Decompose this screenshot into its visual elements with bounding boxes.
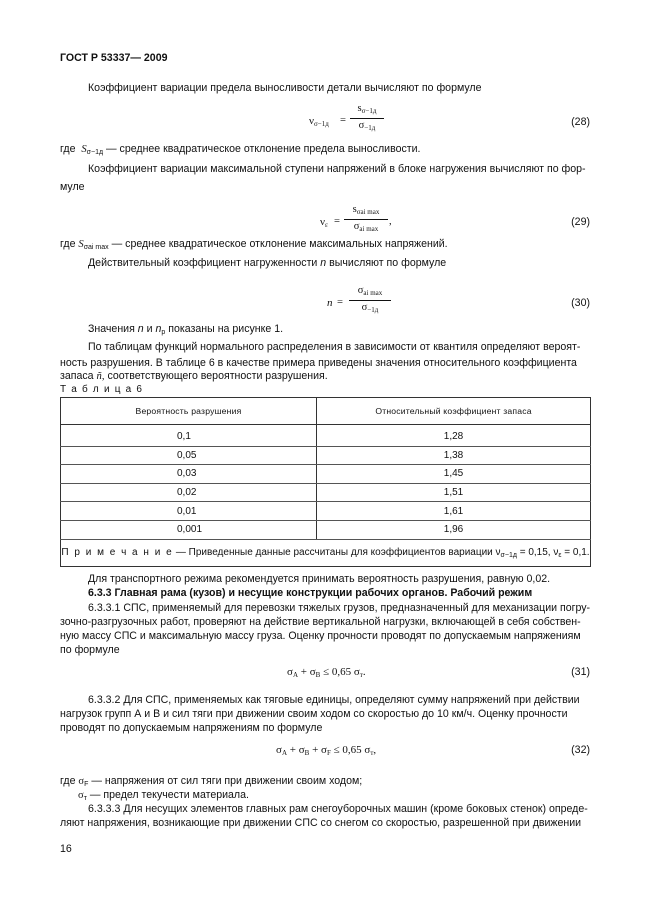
- equation-number: (31): [571, 666, 590, 678]
- table-cell: 0,1: [61, 425, 317, 447]
- table-row: [61, 425, 591, 447]
- paragraph: 6.3.3.1 СПС, применяемый для перевозки тяжелых грузов, предназначенный для механизации погру-: [88, 602, 591, 614]
- table-cell: 0,05: [61, 446, 317, 465]
- where-clause: где $S_{\sigma ai max}$ — среднее квадратическое отклонение максимальных напряжений.: [60, 238, 448, 251]
- table-row: [61, 446, 591, 465]
- paragraph: нагрузок групп А и В и сил тяги при движении своим ходом со скоростью до 10 км/ч. Оценку прочности: [60, 708, 568, 720]
- paragraph: проводят по допускаемым напряжениям по формуле: [60, 722, 323, 734]
- paragraph: муле: [60, 181, 85, 193]
- table-cell: 1,51: [317, 483, 591, 502]
- table-caption: Т а б л и ц а 6: [60, 384, 144, 395]
- table-row: [61, 483, 591, 502]
- equation-number: (29): [571, 216, 590, 228]
- table-note: П р и м е ч а н и е — Приведенные данные рассчитаны для коэффициентов вариации $\nu_{\sigma-1д} = 0,15$, $\nu_\varepsilon = 0,1$.: [61, 539, 591, 566]
- table-row: [61, 465, 591, 484]
- formula-29: $\nu_\varepsilon$ = $s_{\sigma ai max}$ $\sigma_{ai max}$ ,: [320, 204, 392, 233]
- paragraph: ную массу СПС и максимальную массу груза. Оценку прочности проводят по допускаемым напряжениям: [60, 630, 581, 642]
- paragraph: запаса ñ, соответствующего вероятности разрушения.: [60, 370, 328, 382]
- where-clause: где $\sigma_F$ — напряжения от сил тяги при движении своим ходом;: [60, 775, 363, 788]
- formula-28: $\nu_{\sigma-1д}$ = $s_{\sigma-1д}$ $\sigma_{-1д}$: [309, 103, 389, 139]
- paragraph: По таблицам функций нормального распределения в зависимости от квантиля определяют вероят-: [88, 341, 581, 353]
- section-heading: 6.3.3 Главная рама (кузов) и несущие конструкции рабочих органов. Рабочий режим: [88, 587, 533, 599]
- paragraph: ность разрушения. В таблице 6 в качестве примера приведены значения относительного коэффициента: [60, 357, 577, 369]
- where-clause: $\sigma_т$ — предел текучести материала.: [78, 789, 249, 802]
- paragraph: Значения n и $n_р$ показаны на рисунке 1.: [88, 323, 284, 336]
- table-cell: 1,38: [317, 446, 591, 465]
- paragraph: Коэффициент вариации предела выносливости детали вычисляют по формуле: [88, 82, 482, 94]
- table-cell: 0,02: [61, 483, 317, 502]
- equation-number: (32): [571, 744, 590, 756]
- formula-31: $\sigma_A + \sigma_B \le 0,65$ $\sigma_т$.: [287, 666, 366, 679]
- table-row: [61, 520, 591, 539]
- document-header: ГОСТ Р 53337— 2009: [60, 52, 168, 64]
- where-clause: где $S_{\sigma-1д}$ — среднее квадратическое отклонение предела выносливости.: [60, 143, 421, 156]
- equation-number: (30): [571, 297, 590, 309]
- paragraph: Действительный коэффициент нагруженности n вычисляют по формуле: [88, 257, 447, 269]
- table-row: [61, 502, 591, 521]
- paragraph: зочно-разгрузочных работ, проверяют на действие вертикальной нагрузки, включающей в себя собствен-: [60, 616, 581, 628]
- table-6: [60, 397, 591, 567]
- equation-number: (28): [571, 116, 590, 128]
- paragraph: ляют напряжения, возникающие при движении СПС со снегом со скоростью, разрешенной при движении: [60, 817, 582, 829]
- table-note-row: [61, 539, 591, 566]
- paragraph: 6.3.3.3 Для несущих элементов главных рам снегоуборочных машин (кроме боковых стенок) опреде-: [88, 803, 588, 815]
- paragraph: по формуле: [60, 644, 120, 656]
- paragraph: 6.3.3.2 Для СПС, применяемых как тяговые единицы, определяют сумму напряжений при действии: [88, 694, 580, 706]
- paragraph: Для транспортного режима рекомендуется принимать вероятность разрушения, равную 0,02.: [88, 573, 551, 585]
- table-header: Вероятность разрушения: [61, 398, 317, 425]
- formula-30: n = $\sigma_{ai max}$ $\sigma_{-1д}$: [327, 285, 407, 321]
- table-cell: 1,61: [317, 502, 591, 521]
- table-cell: 0,03: [61, 465, 317, 484]
- table-cell: 1,96: [317, 520, 591, 539]
- table-header: Относительный коэффициент запаса: [317, 398, 591, 425]
- formula-32: $\sigma_A + \sigma_B + \sigma_F \le 0,65$ $\sigma_т$,: [276, 744, 377, 757]
- table-cell: 0,001: [61, 520, 317, 539]
- table-cell: 1,28: [317, 425, 591, 447]
- table-cell: 1,45: [317, 465, 591, 484]
- table-cell: 0,01: [61, 502, 317, 521]
- page-number: 16: [60, 843, 72, 855]
- paragraph: Коэффициент вариации максимальной ступени напряжений в блоке нагружения вычисляют по фор-: [88, 163, 586, 175]
